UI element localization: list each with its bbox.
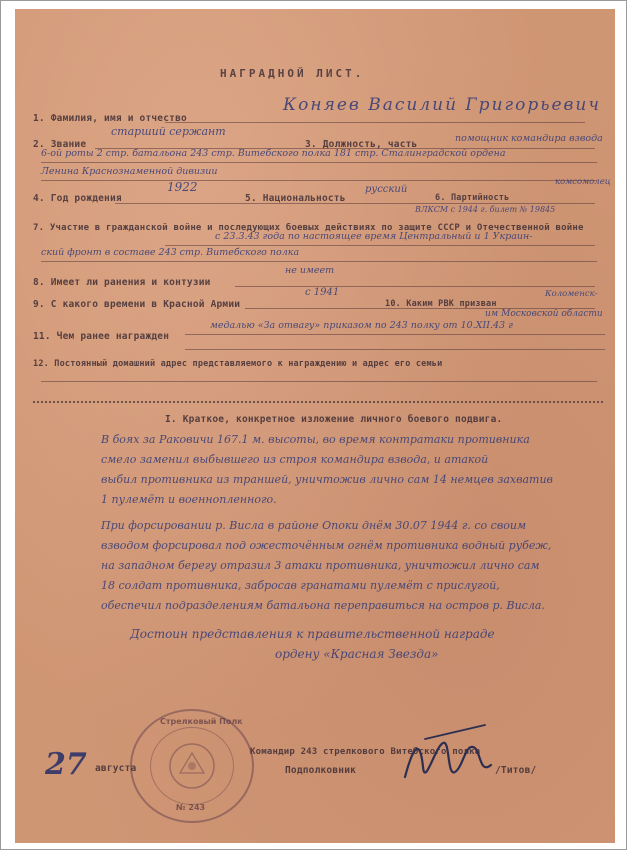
field-7-line-a <box>165 245 595 246</box>
date-day: 27 <box>45 747 87 782</box>
field-6-value-b: ВЛКСМ с 1944 г. билет № 19845 <box>415 205 556 214</box>
field-11-line-a <box>185 334 605 335</box>
narrative-line-7: на западном берегу отразил 3 атаки противника, уничтожил лично сам <box>101 559 540 572</box>
official-stamp <box>130 709 254 823</box>
field-1-value: Коняев Василий Григорьевич <box>283 95 601 115</box>
field-4-label: 4. Год рождения <box>33 193 122 204</box>
field-9-value: с 1941 <box>305 287 340 298</box>
narrative-line-2: смело заменил выбывшего из строя командира взвода, и атакой <box>101 453 489 466</box>
section-heading: I. Краткое, конкретное изложение личного боевого подвига. <box>165 414 503 425</box>
field-11-value: медалью «За отвагу» приказом по 243 полку от 10.XII.43 г <box>210 320 513 331</box>
signer-rank: Подполковник <box>285 765 357 776</box>
signer-name: /Титов/ <box>495 765 537 776</box>
field-7-line-b <box>41 261 597 262</box>
narrative-line-3: выбил противника из траншей, уничтожив лично сам 14 немцев захватив <box>101 473 553 486</box>
field-6-label: 6. Партийность <box>435 193 510 203</box>
field-8-label: 8. Имеет ли ранения и контузии <box>33 277 211 288</box>
stamp-emblem-icon <box>132 711 252 821</box>
date-month: августа <box>95 763 137 774</box>
field-2-value: старший сержант <box>111 125 226 138</box>
narrative-line-6: взводом форсировал под ожесточённым огнём противника водный рубеж, <box>101 539 552 552</box>
field-3-value-a: помощник командира взвода <box>455 133 603 144</box>
field-10-value-b: им Московской области <box>485 309 603 319</box>
narrative-line-8: 18 солдат противника, забросав гранатами пулемёт с прислугой, <box>101 579 500 592</box>
section-divider <box>33 401 603 403</box>
field-2-label: 2. Звание <box>33 139 87 150</box>
field-10-value-a: Коломенск- <box>545 289 598 299</box>
field-4-line <box>115 203 595 204</box>
award-sheet <box>15 9 615 843</box>
field-8-value: не имеет <box>285 265 335 276</box>
field-7-label: 7. Участие в гражданской войне и последующих боевых действиях по защите СССР и Отечественной войне <box>33 223 584 233</box>
field-3-value-c: Ленина Краснознаменной дивизии <box>41 166 218 177</box>
handwritten-signature-icon <box>395 717 505 797</box>
field-11-label: 11. Чем ранее награжден <box>33 331 170 342</box>
stamp-text: Стрелковый Полк <box>160 717 243 726</box>
field-9-label: 9. С какого времени в Красной Армии <box>33 299 241 310</box>
field-1-label: 1. Фамилия, имя и отчество <box>33 113 187 124</box>
field-3-label: 3. Должность, часть <box>305 139 418 150</box>
stamp-number: № 243 <box>176 803 206 812</box>
field-8-line <box>235 286 595 287</box>
field-3-line-b <box>41 162 597 163</box>
field-3-value-b: 6-ой роты 2 стр. батальона 243 стр. Витебского полка 181 стр. Сталинградской ордена <box>41 148 506 159</box>
field-7-value-b: ский фронт в составе 243 стр. Витебского полка <box>41 247 300 258</box>
field-5-label: 5. Национальность <box>245 193 346 204</box>
field-6-value-a: комсомолец <box>555 177 611 187</box>
narrative-line-9: обеспечил подразделениям батальона переправиться на остров р. Висла. <box>101 599 545 612</box>
field-4-value: 1922 <box>167 180 198 194</box>
document-title: НАГРАДНОЙ ЛИСТ. <box>220 67 365 80</box>
field-5-value: русский <box>365 184 408 195</box>
field-1-line <box>165 122 585 123</box>
conclusion-line-1: Достоин представления к правительственной награде <box>130 627 495 641</box>
signer-position: Командир 243 стрелкового Витебского полка <box>250 747 481 757</box>
field-12-label: 12. Постоянный домашний адрес представляемого к награждению и адрес его семьи <box>33 359 443 369</box>
field-10-label: 10. Каким РВК призван <box>385 299 497 309</box>
conclusion-line-2: ордену «Красная Звезда» <box>275 647 439 661</box>
field-12-line-a <box>41 381 597 382</box>
field-11-line-b <box>185 349 605 350</box>
field-7-value-a: с 23.3.43 года по настоящее время Центральный и 1 Украин- <box>215 231 533 242</box>
narrative-line-4: 1 пулемёт и военнопленного. <box>101 493 277 506</box>
narrative-line-1: В боях за Раковичи 167.1 м. высоты, во время контратаки противника <box>101 433 530 446</box>
narrative-line-5: При форсировании р. Висла в районе Опоки днём 30.07 1944 г. со своим <box>101 519 527 532</box>
field-3-line-c <box>41 180 597 181</box>
